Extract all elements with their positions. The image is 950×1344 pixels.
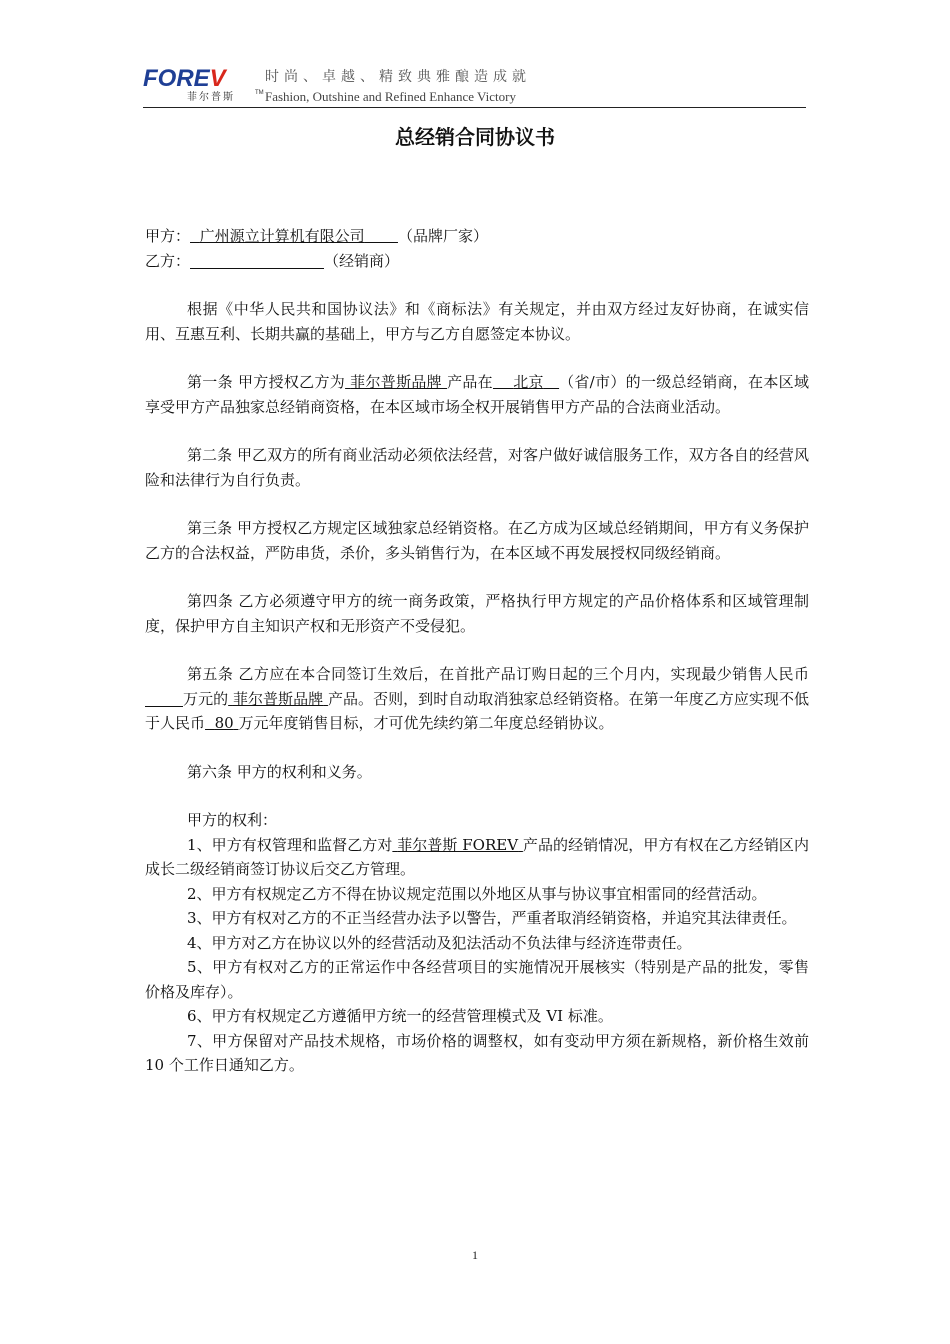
party-a-line: 甲方： 广州源立计算机有限公司 （品牌厂家） — [145, 227, 488, 245]
right-item: 5、甲方有权对乙方的正常运作中各经营项目的实施情况开展核实（特别是产品的批发，零售价格及库存）。 — [145, 958, 809, 1001]
article-2: 第二条 甲乙双方的所有商业活动必须依法经营，对客户做好诚信服务工作，双方各自的经营风险和法律行为自行负责。 — [145, 446, 809, 489]
article-3: 第三条 甲方授权乙方规定区域独家总经销资格。在乙方成为区域总经销期间，甲方有义务保护乙方的合法权益，严防串货，杀价，多头销售行为，在本区域不再发展授权同级经销商。 — [145, 519, 809, 562]
letterhead — [143, 62, 806, 108]
right-item: 6、甲方有权规定乙方遵循甲方统一的经营管理模式及 VI 标准。 — [187, 1007, 613, 1025]
slogan-chinese: 时尚、卓越、精致典雅酿造成就 — [265, 69, 531, 85]
article-4: 第四条 乙方必须遵守甲方的统一商务政策，严格执行甲方规定的产品价格体系和区域管理制度，保护甲方自主知识产权和无形资产不受侵犯。 — [145, 592, 809, 635]
article-1: 第一条 甲方授权乙方为 菲尔普斯品牌 产品在 北京 （省/市）的一级总经销商，在本区域享受甲方产品独家总经销商资格，在本区域市场全权开展销售甲方产品的合法商业活动。 — [145, 373, 809, 416]
party-a-name: 广州源立计算机有限公司 — [199, 227, 365, 245]
page-number: 1 — [472, 1248, 478, 1262]
logo-wordmark: FOREV — [143, 65, 226, 92]
slogan-english: Fashion, Outshine and Refined Enhance Victory — [265, 89, 516, 104]
right-item: 4、甲方对乙方在协议以外的经营活动及犯法活动不负法律与经济连带责任。 — [187, 933, 692, 952]
contract-body — [145, 224, 809, 1078]
party-b-line: 乙方： （经销商） — [145, 251, 400, 270]
logo-trademark: TM — [255, 90, 264, 96]
right-item: 3、甲方有权对乙方的不正当经营办法予以警告，严重者取消经销资格，并追究其法律责任。 — [187, 909, 797, 927]
party-b-blank — [190, 252, 324, 269]
forev-logo — [143, 65, 264, 106]
right-item: 2、甲方有权规定乙方不得在协议规定范围以外地区从事与协议事宜相雷同的经营活动。 — [187, 884, 767, 903]
right-item: 1、甲方有权管理和监督乙方对 菲尔普斯 FOREV 产品的经销情况，甲方有权在乙方经销区内成长二级经销商签订协议后交乙方管理。 — [145, 835, 809, 878]
rights-heading: 甲方的权利： — [187, 811, 278, 829]
article-5: 第五条 乙方应在本合同签订生效后，在首批产品订购日起的三个月内，实现最少销售人民币万元的 菲尔普斯品牌 产品。否则，到时自动取消独家总经销资格。在第一年度乙方应实现不低于人民币 80 万元年度销售目标，才可优先续约第二年度总经销协议。 — [145, 665, 809, 732]
document-title: 总经销合同协议书 — [395, 125, 555, 149]
header-divider — [143, 107, 806, 108]
logo-chinese-name: 菲尔普斯 — [187, 92, 235, 103]
right-item: 7、甲方保留对产品技术规格，市场价格的调整权，如有变动甲方须在新规格，新价格生效前 10 个工作日通知乙方。 — [145, 1031, 809, 1074]
intro-paragraph: 根据《中华人民共和国协议法》和《商标法》有关规定，并由双方经过友好协商，在诚实信用、互惠互利、长期共赢的基础上，甲方与乙方自愿签定本协议。 — [145, 300, 809, 343]
article-6: 第六条 甲方的权利和义务。 — [187, 762, 372, 781]
